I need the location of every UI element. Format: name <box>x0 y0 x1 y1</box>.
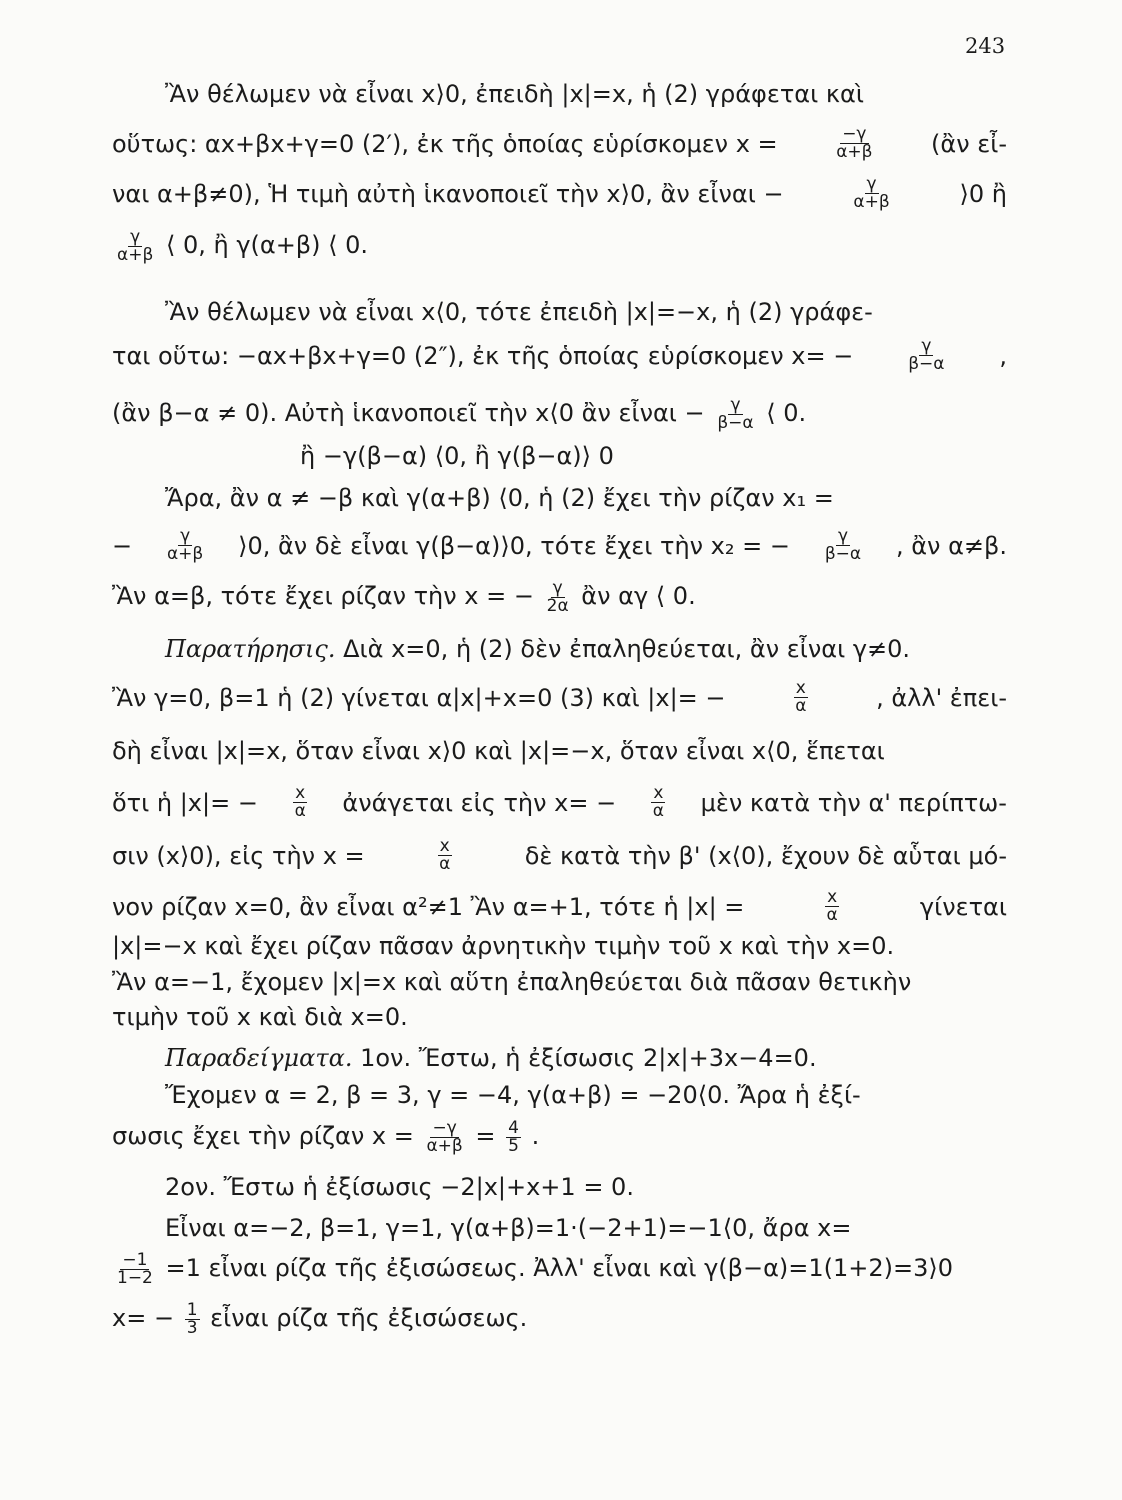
fraction: $\frac{x}{\alpha}$ <box>826 887 838 925</box>
text-line: Ἂν θέλωμεν νὰ εἶναι x⟨0, τότε ἐπειδὴ |x|=−x, ἡ (2) γράφε- <box>165 298 873 326</box>
text-line: Παραδείγματα. 1ον. Ἔστω, ἡ ἐξίσωσις 2|x|+3x−4=0. <box>165 1044 817 1072</box>
fraction: $\frac{\gamma}{\alpha+\beta}$ <box>853 174 890 212</box>
text-line: (ἂν β−α ≠ 0). Αὐτὴ ἱκανοποιεῖ τὴν x⟨0 ἂν εἶναι − $\frac{\gamma}{\beta-\alpha}$ ⟨ 0. <box>112 394 807 433</box>
text-line: |x|=−x καὶ ἔχει ρίζαν πᾶσαν ἀρνητικὴν τιμὴν τοῦ x καὶ τὴν x=0. <box>112 932 895 960</box>
fraction: $\frac{-\gamma}{\alpha+\beta}$ <box>836 124 873 162</box>
text-line: σωσις ἔχει τὴν ρίζαν x = $\frac{-\gamma}{\alpha+\beta}$ = $\frac{4}{5}$ . <box>112 1117 540 1156</box>
page-number: 243 <box>965 34 1006 58</box>
text-line: Παρατήρησις. Διὰ x=0, ἡ (2) δὲν ἐπαληθεύεται, ἂν εἶναι γ≠0. <box>165 635 911 663</box>
text-line: τιμὴν τοῦ x καὶ διὰ x=0. <box>112 1003 408 1031</box>
fraction: $\frac{-\gamma}{\alpha+\beta}$ <box>426 1117 463 1156</box>
text-line: ναι α+β≠0), Ἡ τιμὴ αὐτὴ ἱκανοποιεῖ τὴν x⟩0, ἂν εἶναι − $\frac{\gamma}{\alpha+\beta}$ ⟩0 ἢ <box>112 174 1007 212</box>
fraction: $\frac{\gamma}{\alpha+\beta}$ <box>117 226 154 265</box>
text-line: − $\frac{\gamma}{\alpha+\beta}$ ⟩0, ἂν δὲ εἶναι γ(β−α)⟩0, τότε ἔχει τὴν x₂ = − $\frac{\gamma}{\beta-\alpha}$ , ἂν α≠β. <box>112 526 1007 564</box>
fraction: $\frac{-1}{1-2}$ <box>117 1249 153 1288</box>
text-line: ὅτι ἡ |x|= − $\frac{x}{\alpha}$ ἀνάγεται εἰς τὴν x= − $\frac{x}{\alpha}$ μὲν κατὰ τὴν α' περίπτω- <box>112 783 1007 821</box>
text-line: Ἔχομεν α = 2, β = 3, γ = −4, γ(α+β) = −20⟨0. Ἄρα ἡ ἐξί- <box>165 1081 861 1109</box>
text-line: ται οὕτω: −αx+βx+γ=0 (2″), ἐκ τῆς ὁποίας εὑρίσκομεν x= − $\frac{\gamma}{\beta-\alpha}$ , <box>112 336 1007 374</box>
text-line: δὴ εἶναι |x|=x, ὅταν εἶναι x⟩0 καὶ |x|=−x, ὅταν εἶναι x⟨0, ἕπεται <box>112 737 885 765</box>
fraction: $\frac{1}{3}$ <box>186 1299 198 1338</box>
text-line: $\frac{\gamma}{\alpha+\beta}$ ⟨ 0, ἢ γ(α+β) ⟨ 0. <box>117 226 369 265</box>
text-line: οὕτως: αx+βx+γ=0 (2′), ἐκ τῆς ὁποίας εὑρίσκομεν x = $\frac{-\gamma}{\alpha+\beta}$ (ἂν εἶ- <box>112 124 1007 162</box>
fraction: $\frac{4}{5}$ <box>508 1117 519 1156</box>
section-heading: Παρατήρησις. <box>165 635 336 663</box>
text-line: Εἶναι α=−2, β=1, γ=1, γ(α+β)=1·(−2+1)=−1⟨0, ἄρα x= <box>165 1214 852 1242</box>
text-line: Ἂν α=β, τότε ἔχει ρίζαν τὴν x = − $\frac{\gamma}{2\alpha}$ ἂν αγ ⟨ 0. <box>112 577 696 616</box>
text-line: 2ον. Ἔστω ἡ ἐξίσωσις −2|x|+x+1 = 0. <box>165 1173 634 1201</box>
fraction: $\frac{\gamma}{\alpha+\beta}$ <box>166 526 204 564</box>
text-line: x= − $\frac{1}{3}$ εἶναι ρίζα τῆς ἐξισώσεως. <box>112 1299 528 1338</box>
text-line: Ἂν α=−1, ἔχομεν |x|=x καὶ αὕτη ἐπαληθεύεται διὰ πᾶσαν θετικὴν <box>112 968 912 996</box>
text-line: νον ρίζαν x=0, ἂν εἶναι α²≠1 Ἂν α=+1, τότε ἡ |x| = $\frac{x}{\alpha}$ γίνεται <box>112 887 1007 925</box>
fraction: $\frac{\gamma}{\beta-\alpha}$ <box>717 394 754 433</box>
fraction: $\frac{\gamma}{2\alpha}$ <box>546 577 569 616</box>
fraction: $\frac{x}{\alpha}$ <box>294 783 306 821</box>
fraction: $\frac{x}{\alpha}$ <box>652 783 665 821</box>
text-line: Ἄρα, ἂν α ≠ −β καὶ γ(α+β) ⟨0, ἡ (2) ἔχει τὴν ρίζαν x₁ = <box>165 484 834 512</box>
fraction: $\frac{\gamma}{\beta-\alpha}$ <box>824 526 862 564</box>
text-line: Ἂν γ=0, β=1 ἡ (2) γίνεται α|x|+x=0 (3) καὶ |x|= − $\frac{x}{\alpha}$ , ἀλλ' ἐπει- <box>112 678 1007 716</box>
text-line: Ἂν θέλωμεν νὰ εἶναι x⟩0, ἐπειδὴ |x|=x, ἡ (2) γράφεται καὶ <box>165 80 864 108</box>
fraction: $\frac{\gamma}{\beta-\alpha}$ <box>908 336 945 374</box>
text-line: ἢ −γ(β−α) ⟨0, ἢ γ(β−α)⟩ 0 <box>300 442 614 470</box>
text-line: σιν (x⟩0), εἰς τὴν x = $\frac{x}{\alpha}$ δὲ κατὰ τὴν β' (x⟨0), ἔχουν δὲ αὗται μό- <box>112 836 1007 874</box>
fraction: $\frac{x}{\alpha}$ <box>795 678 807 716</box>
fraction: $\frac{x}{\alpha}$ <box>439 836 451 874</box>
section-heading: Παραδείγματα. <box>165 1044 353 1072</box>
text-line: $\frac{-1}{1-2}$ =1 εἶναι ρίζα τῆς ἐξισώσεως. Ἀλλ' εἶναι καὶ γ(β−α)=1(1+2)=3⟩0 <box>117 1249 954 1288</box>
